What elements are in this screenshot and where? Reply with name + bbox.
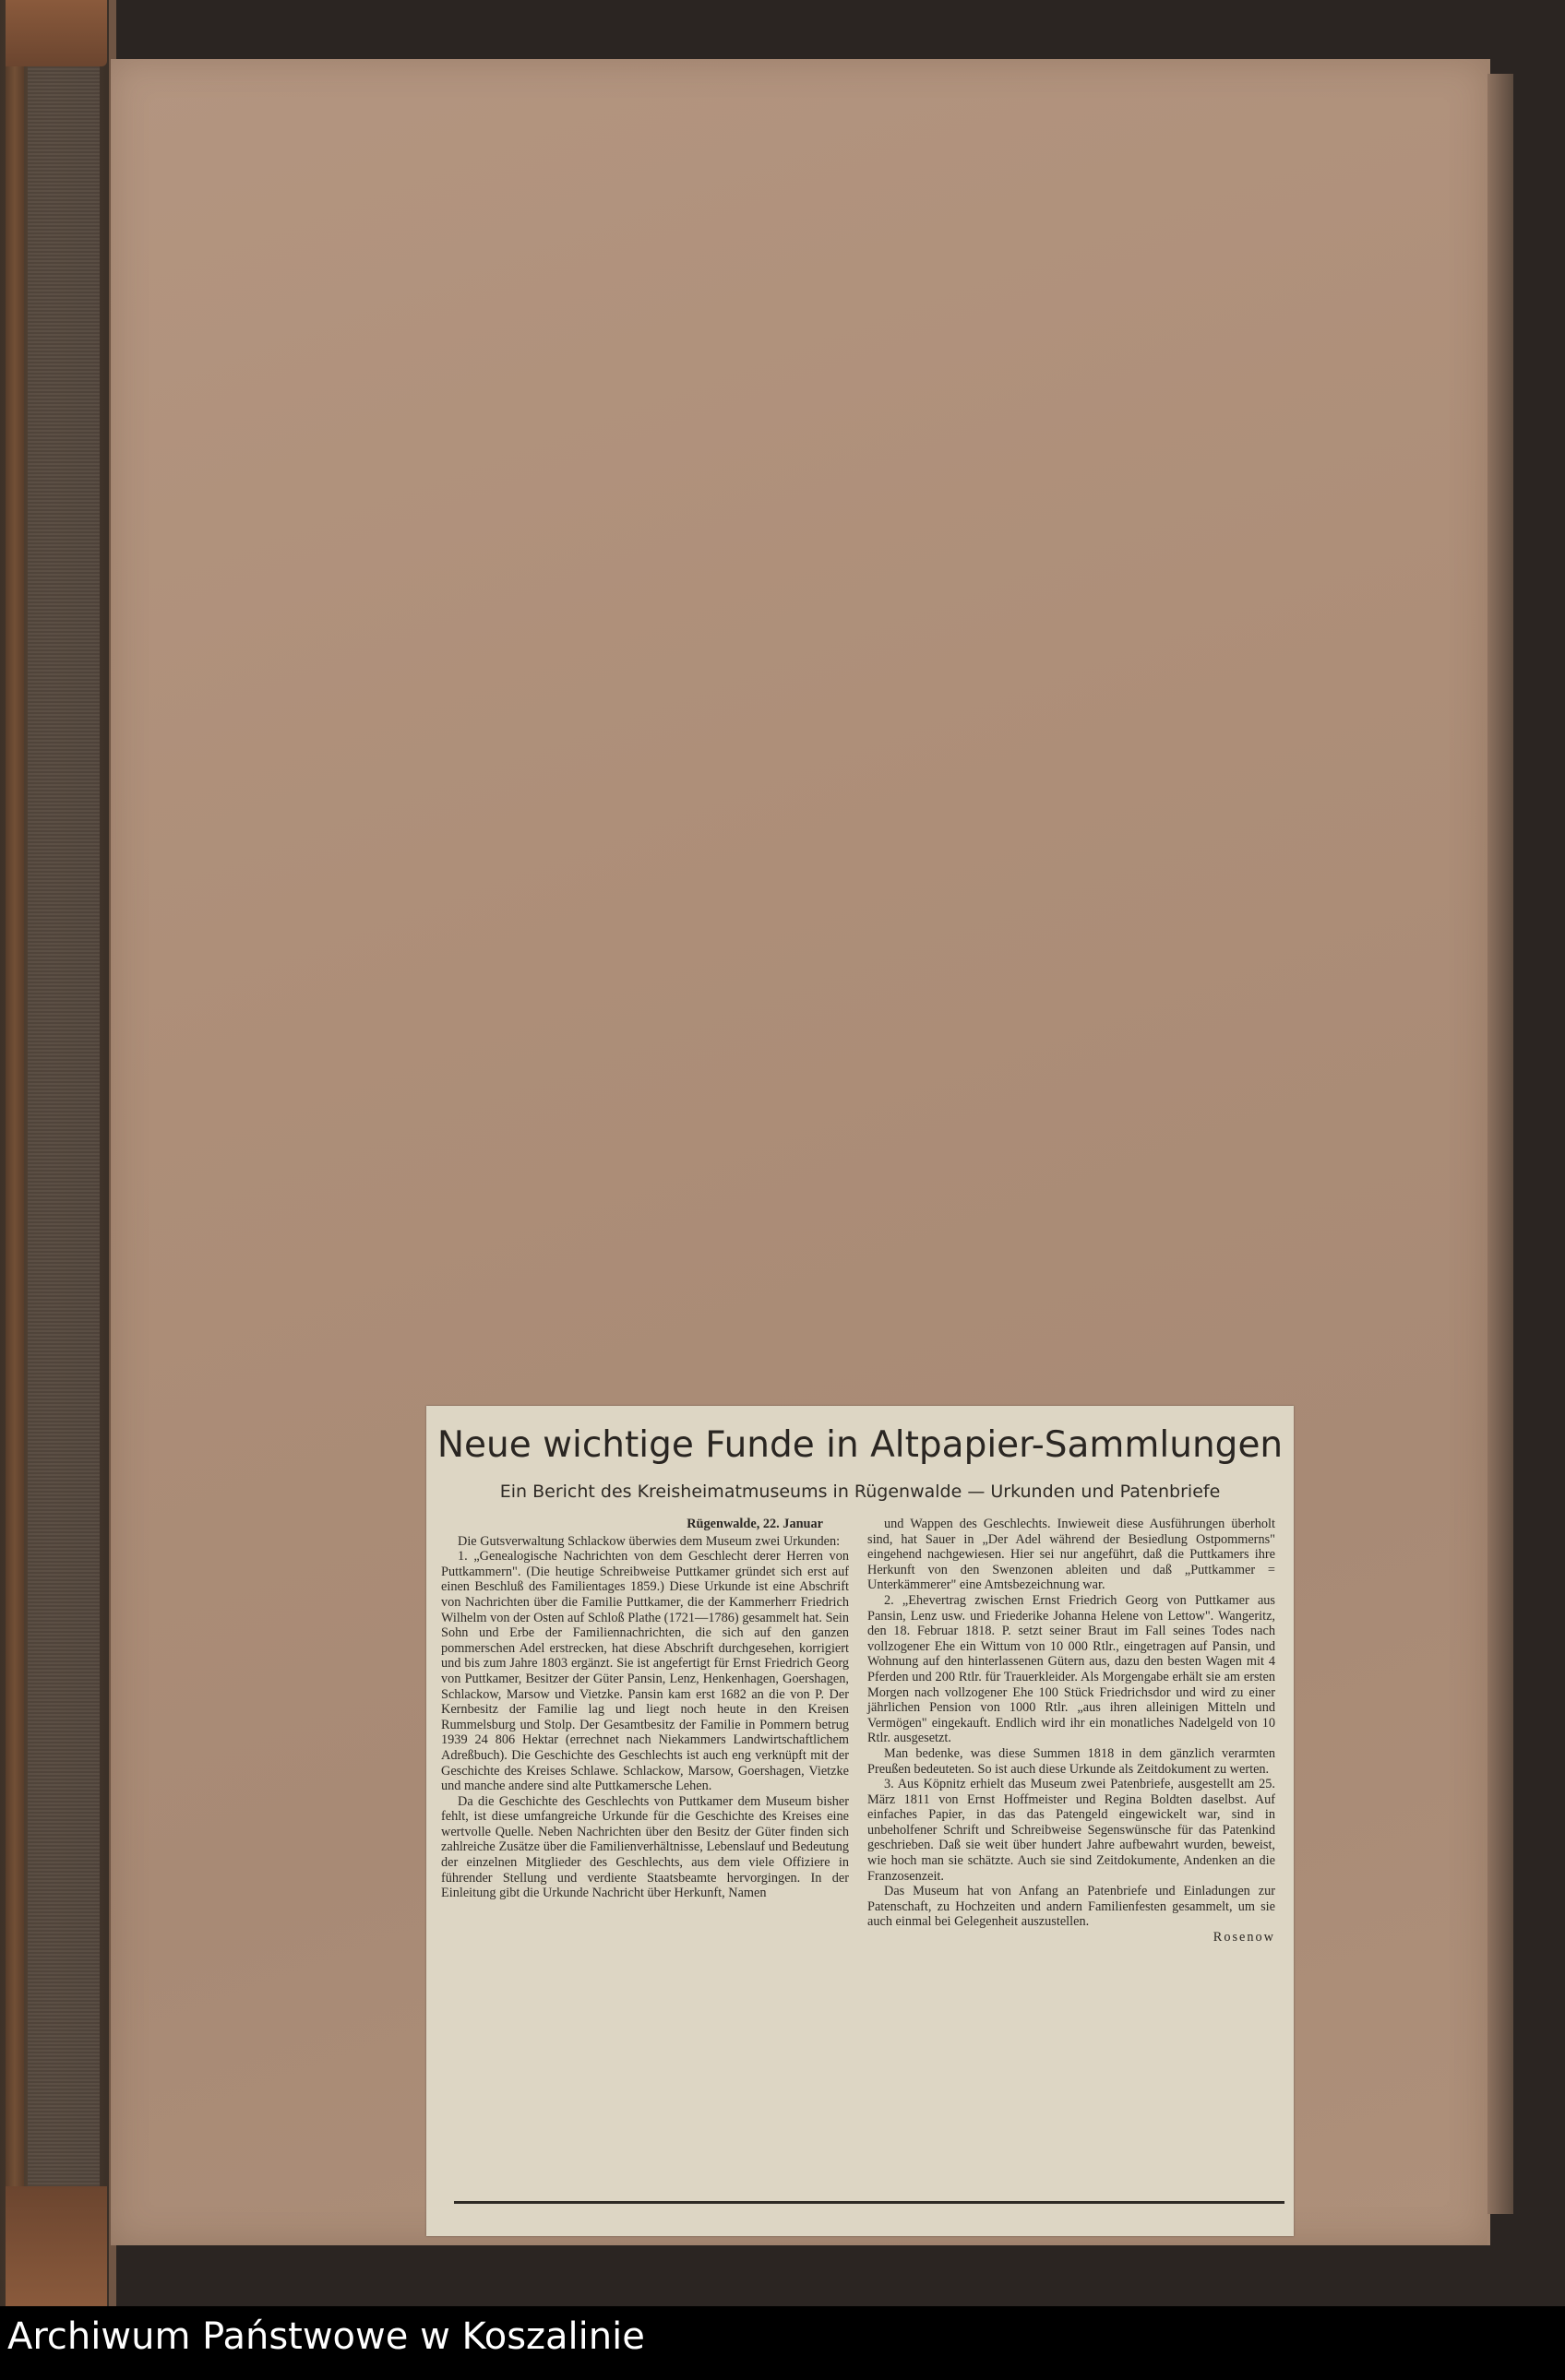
clipping-bottom-rule	[454, 2201, 1284, 2204]
article-paragraph: 1. „Genealogische Nachrichten von dem Geschlecht derer Herren von Puttkammern". (Die heutige Schreibweise Puttkamer gründet sich erst auf einen Beschluß des Familientages 1859.) Diese Urkunde ist eine Abschrift von Nachrichten über die Familie Puttkamer, die der Kammerherr Friedrich Wilhelm von der Osten auf Schloß Plathe (1721—1786) gesammelt hat. Sein Sohn und Erbe der Familiennachrichten, die sich auf den ganzen pommerschen Adel erstrecken, hat diese Abschrift durchgesehen, korrigiert und bis zum Jahre 1803 ergänzt. Sie ist angefertigt für Ernst Friedrich Georg von Puttkamer, Besitzer der Güter Pansin, Lenz, Henkenhagen, Goershagen, Schlackow, Marsow und Vietzke. Pansin kam erst 1682 an die von P. Der Kernbesitz der Familie lag und liegt noch heute in den Kreisen Rummelsburg und Stolp. Der Gesamtbesitz der Familie in Pommern betrug 1939 24 806 Hektar (errechnet nach Niekammers Landwirtschaftlichem Adreßbuch). Die Geschichte des Geschlechts ist auch eng verknüpft mit der Geschichte des Kreises Schlawe. Schlackow, Marsow, Goershagen, Vietzke und manche andere sind alte Puttkamersche Lehen.	[441, 1549, 849, 1794]
article-column-right	[867, 1517, 1275, 1946]
archive-footer-label: Archiwum Państwowe w Koszalinie	[7, 2315, 645, 2358]
article-column-left	[441, 1517, 849, 1901]
spine-corner-bottom	[6, 2186, 107, 2306]
article-paragraph: 3. Aus Köpnitz erhielt das Museum zwei Patenbriefe, ausgestellt am 25. März 1811 von Ernst Hoffmeister und Regina Boldten daselbst. Auf einfaches Papier, in das das Patengeld eingewickelt war, sind in unbeholfener Schrift und Schreibweise Segenswünsche für das Patenkind geschrieben. Daß sie weit über hundert Jahre aufbewahrt wurden, beweist, wie hoch man sie schätzte. Auch sie sind Zeitdokumente, Andenken an die Franzosenzeit.	[867, 1777, 1275, 1884]
article-paragraph: und Wappen des Geschlechts. Inwieweit diese Ausführungen überholt sind, hat Sauer in „Der Adel während der Besiedlung Ostpommerns" eingehend nachgewiesen. Hier sei nur angeführt, daß die Puttkamers ihre Herkunft von den Swenzonen ableiten und daß „Puttkammer = Unterkämmerer" eine Amtsbezeichnung war.	[867, 1517, 1275, 1593]
clipping-subheadline: Ein Bericht des Kreisheimatmuseums in Rügenwalde — Urkunden und Patenbriefe	[499, 1482, 1221, 1502]
article-paragraph: Man bedenke, was diese Summen 1818 in dem gänzlich verarmten Preußen bedeuteten. So ist auch diese Urkunde als Zeitdokument zu werten.	[867, 1745, 1275, 1777]
spine-corner-top	[6, 0, 107, 66]
article-paragraph: Da die Geschichte des Geschlechts von Puttkamer dem Museum bisher fehlt, ist diese umfangreiche Urkunde für die Geschichte des Kreises eine wertvolle Quelle. Neben Nachrichten über den Besitz der Güter finden sich zahlreiche Zusätze über die Familienverhältnisse, Lebenslauf und Bedeutung der einzelnen Mitglieder des Geschlechts, aus dem viele Offiziere in führender Stellung und verdiente Staatsbeamte hervorgingen. In der Einleitung gibt die Urkunde Nachricht über Herkunft, Namen	[441, 1793, 849, 1901]
article-paragraph: 2. „Ehevertrag zwischen Ernst Friedrich Georg von Puttkamer aus Pansin, Lenz usw. und Friederike Johanna Helene von Lettow". Wangeritz, den 18. Februar 1818. P. setzt seiner Braut im Fall seines Todes nach vollzogener Ehe ein Wittum von 10 000 Rtlr., eingetragen auf Pansin, und Wohnung auf den hinterlassenen Gütern aus, dazu den besten Wagen mit 4 Pferden und 200 Rtlr. für Trauerkleider. Als Morgengabe erhält sie am ersten Morgen nach vollzogener Ehe 100 Stück Friedrichsdor und wird zu einer jährlichen Pension von 1000 Rtlr. „aus ihren alleinigen Mitteln und Vermögen" eingekauft. Endlich wird ihr ein monatliches Nadelgeld von 10 Rtlr. ausgesetzt.	[867, 1592, 1275, 1746]
article-paragraph: Die Gutsverwaltung Schlackow überwies dem Museum zwei Urkunden:	[458, 1533, 841, 1549]
archive-footer-bar	[0, 2306, 1565, 2380]
newspaper-clipping	[426, 1406, 1294, 2236]
article-dateline: Rügenwalde, 22. Januar	[687, 1517, 823, 1531]
article-signature: Rosenow	[1213, 1930, 1275, 1946]
book-spine	[0, 0, 109, 2306]
page-edge-shadow	[1487, 74, 1513, 2214]
cardboard-page	[111, 59, 1490, 2245]
article-paragraph: Das Museum hat von Anfang an Patenbriefe und Einladungen zur Patenschaft, zu Hochzeiten und andern Familienfesten gesammelt, um sie auch einmal bei Gelegenheit auszustellen.	[867, 1884, 1275, 1930]
clipping-headline: Neue wichtige Funde in Altpapier-Sammlungen	[436, 1424, 1284, 1466]
spine-leather-edge	[6, 0, 24, 2306]
spine-cloth	[28, 28, 100, 2288]
